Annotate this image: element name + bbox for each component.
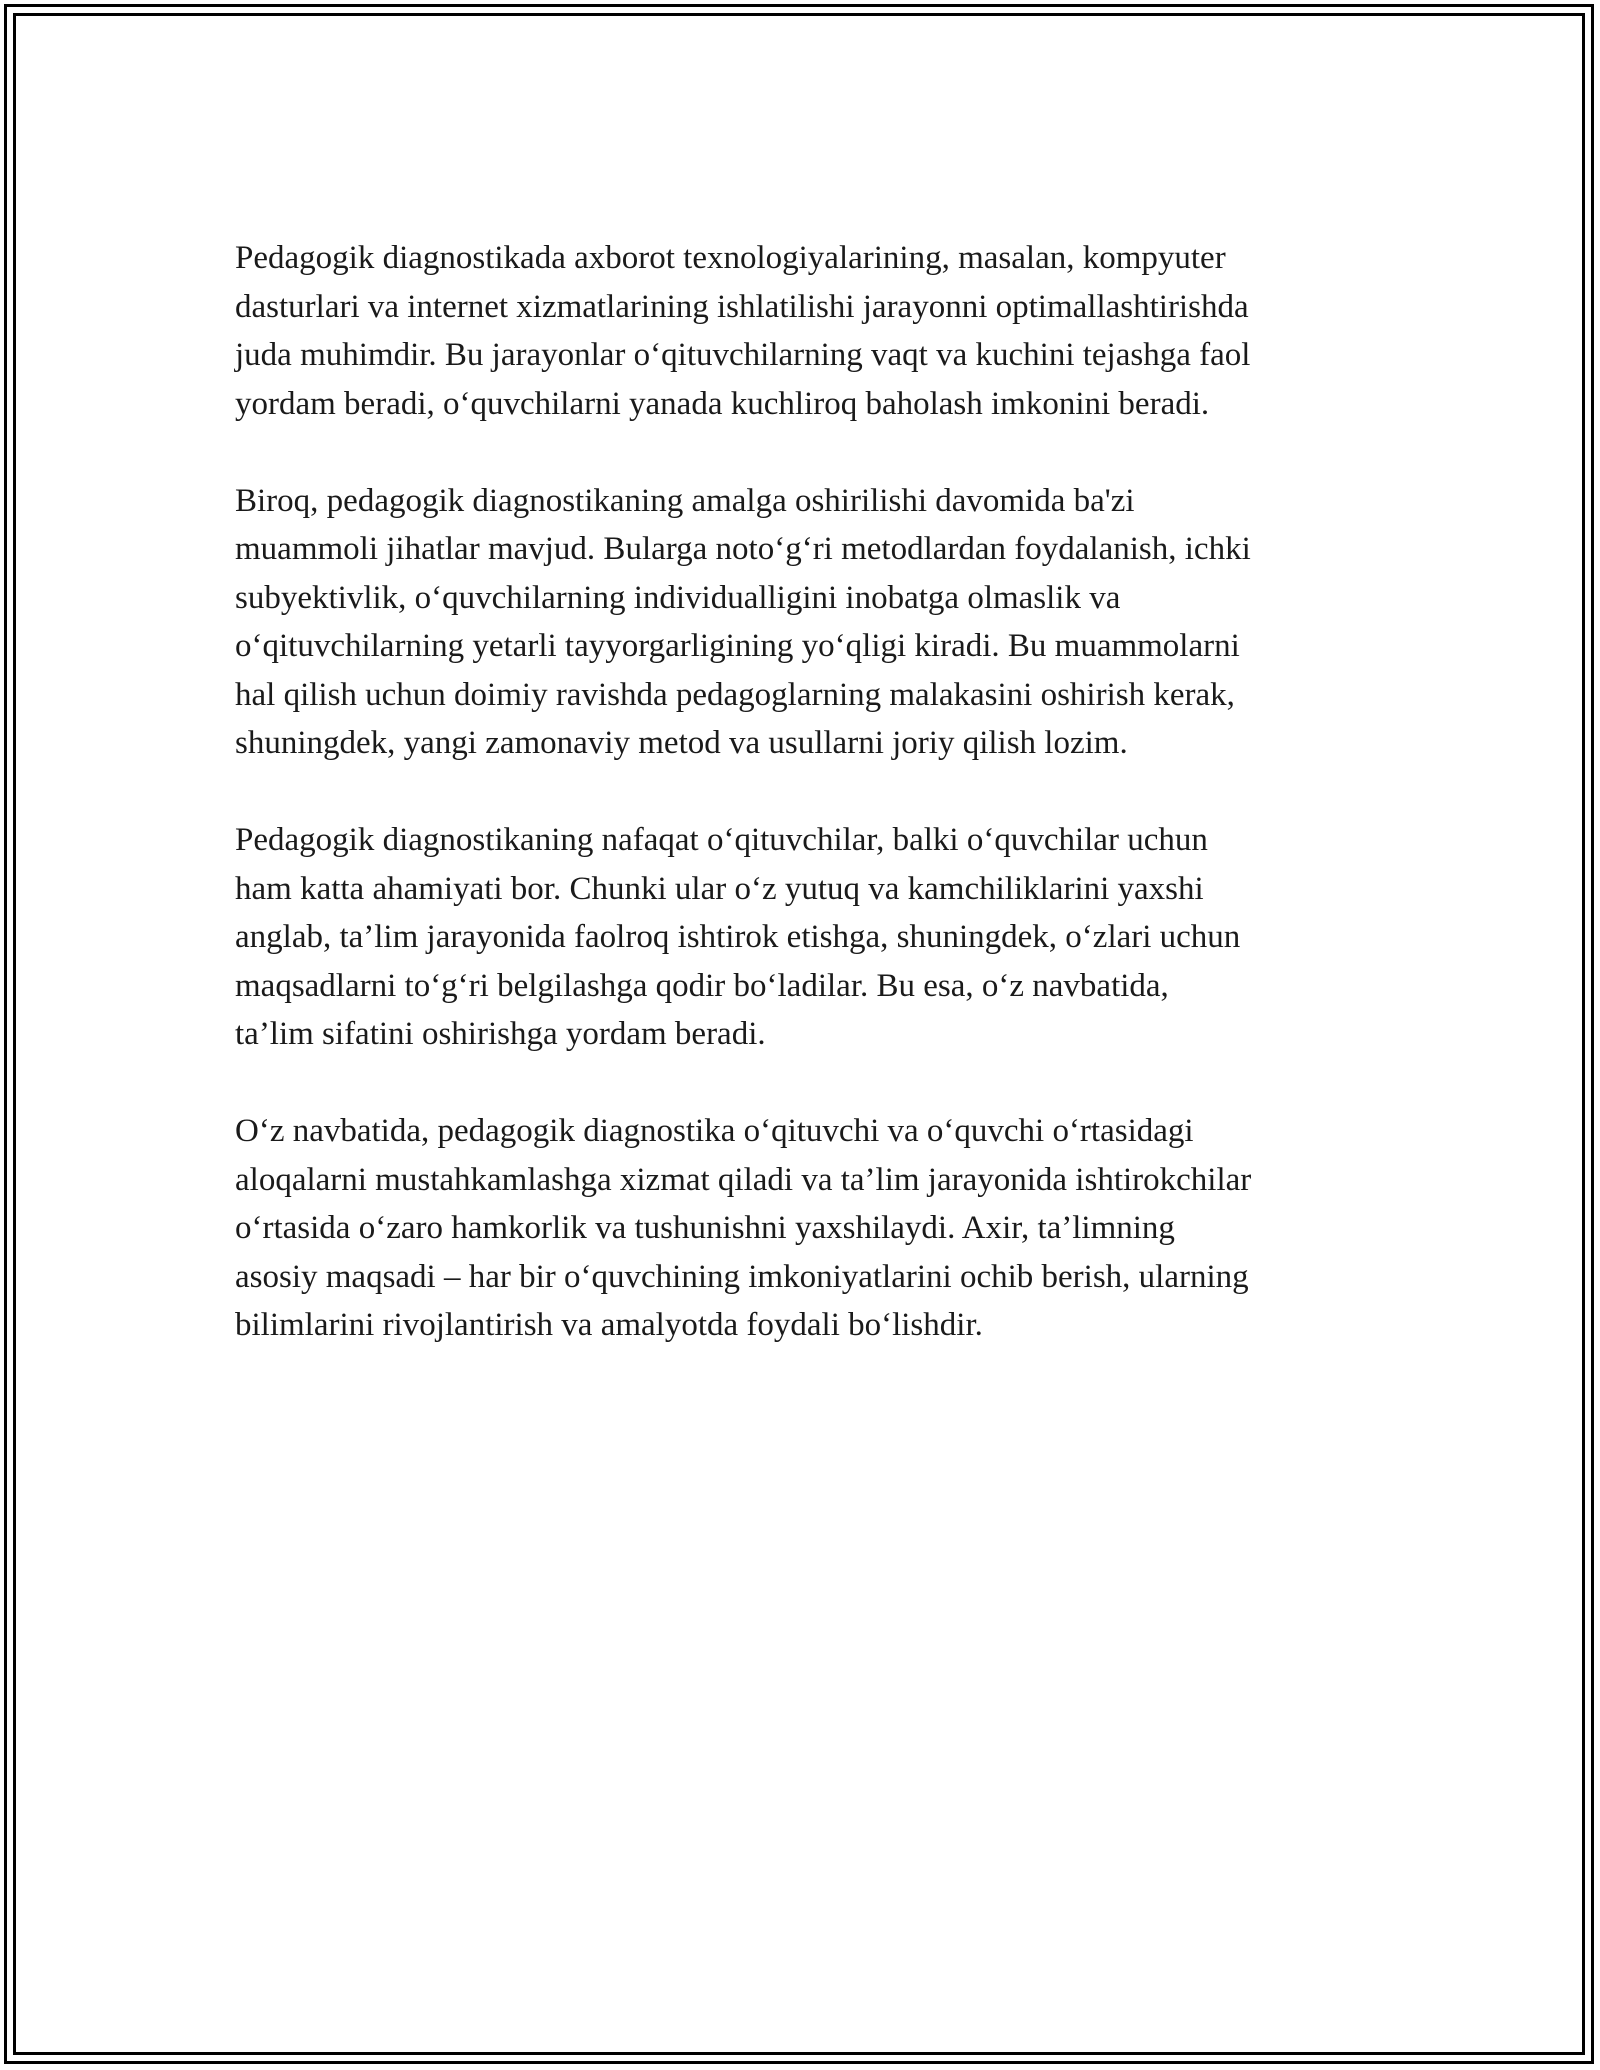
text-line: anglab, ta’lim jarayonida faolroq ishtirok etishga, shuningdek, oʻzlari uchun — [235, 919, 1241, 955]
paragraph-1 — [235, 234, 1365, 428]
text-line: aloqalarni mustahkamlashga xizmat qiladi va ta’lim jarayonida ishtirokchilar — [235, 1161, 1252, 1198]
text-line: shuningdek, yangi zamonaviy metod va usullarni joriy qilish lozim. — [235, 725, 1128, 761]
text-line: oʻrtasida oʻzaro hamkorlik va tushunishni yaxshilaydi. Axir, ta’limning — [235, 1210, 1175, 1246]
text-line: subyektivlik, oʻquvchilarning individualligini inobatga olmaslik va — [235, 579, 1121, 616]
paragraph-2 — [235, 477, 1365, 768]
text-line: hal qilish uchun doimiy ravishda pedagoglarning malakasini oshirish kerak, — [235, 676, 1235, 713]
text-line: oʻqituvchilarning yetarli tayyorgarligining yoʻqligi kiradi. Bu muammolarni — [235, 628, 1240, 664]
paragraph-4 — [235, 1107, 1365, 1350]
document-body — [235, 234, 1365, 1398]
text-line: asosiy maqsadi – har bir oʻquvchining imkoniyatlarini ochib berish, ularning — [235, 1258, 1249, 1295]
text-line: bilimlarini rivojlantirish va amalyotda foydali boʻlishdir. — [235, 1307, 983, 1343]
text-line: juda muhimdir. Bu jarayonlar oʻqituvchilarning vaqt va kuchini tejashga faol — [235, 337, 1251, 373]
text-line: maqsadlarni toʻgʻri belgilashga qodir boʻladilar. Bu esa, oʻz navbatida, — [235, 967, 1169, 1004]
paragraph-3 — [235, 816, 1365, 1059]
text-line: Biroq, pedagogik diagnostikaning amalga oshirilishi davomida ba'zi — [235, 482, 1135, 519]
text-line: ta’lim sifatini oshirishga yordam beradi. — [235, 1016, 766, 1052]
text-line: dasturlari va internet xizmatlarining ishlatilishi jarayonni optimallashtirishda — [235, 288, 1249, 325]
text-line: Pedagogik diagnostikada axborot texnologiyalarining, masalan, kompyuter — [235, 240, 1226, 276]
text-line: yordam beradi, oʻquvchilarni yanada kuchliroq baholash imkonini beradi. — [235, 385, 1210, 422]
text-line: Oʻz navbatida, pedagogik diagnostika oʻqituvchi va oʻquvchi oʻrtasidagi — [235, 1113, 1194, 1149]
text-line: muammoli jihatlar mavjud. Bularga notoʻgʻri metodlardan foydalanish, ichki — [235, 531, 1251, 567]
text-line: Pedagogik diagnostikaning nafaqat oʻqituvchilar, balki oʻquvchilar uchun — [235, 822, 1208, 858]
text-line: ham katta ahamiyati bor. Chunki ular oʻz yutuq va kamchiliklarini yaxshi — [235, 870, 1204, 907]
